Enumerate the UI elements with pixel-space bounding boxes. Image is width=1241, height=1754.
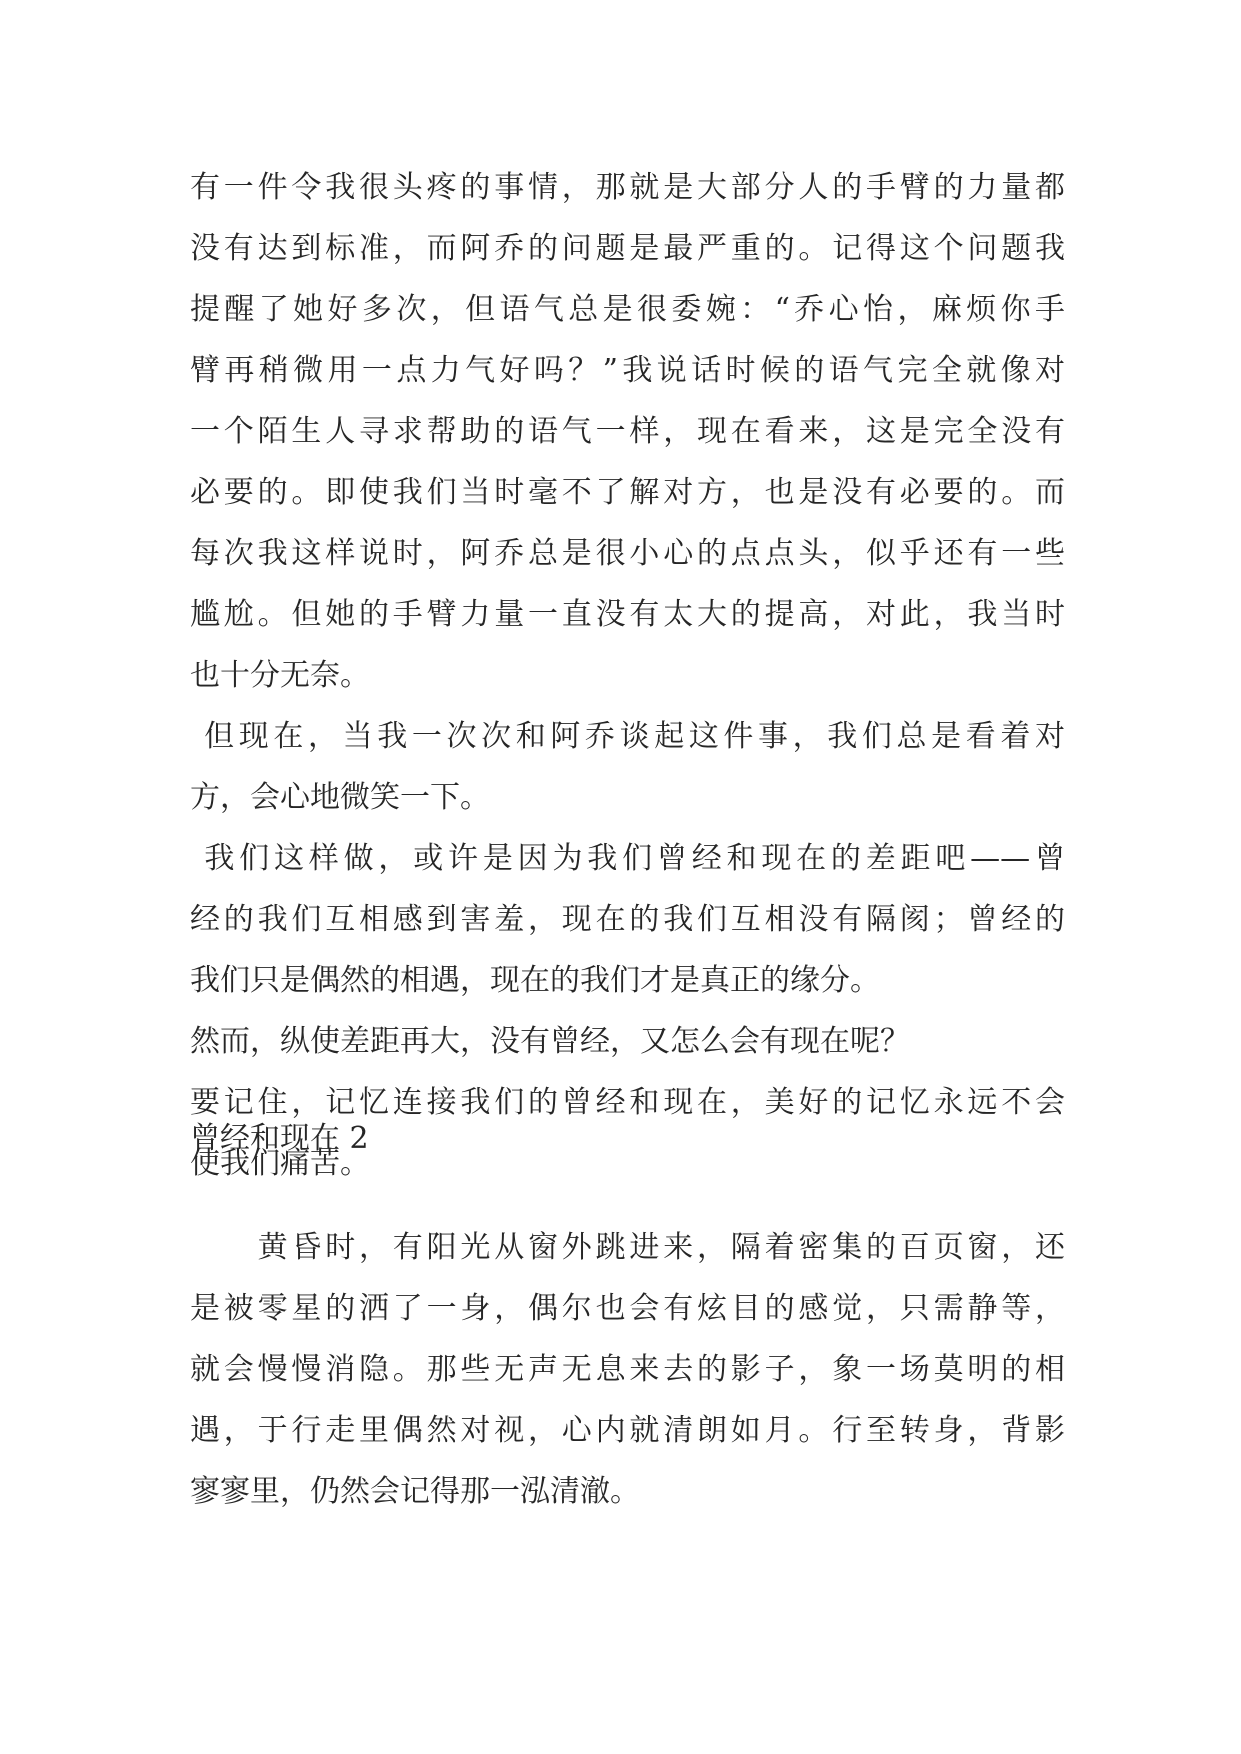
text-line: 有一件令我很头疼的事情，那就是大部分人的手臂的力量都 [190, 170, 1065, 205]
text-line: 我们只是偶然的相遇，现在的我们才是真正的缘分。 [190, 963, 880, 998]
text-line: 尴尬。但她的手臂力量一直没有太大的提高，对此，我当时 [190, 597, 1065, 632]
text-line: 没有达到标准，而阿乔的问题是最严重的。记得这个问题我 [190, 231, 1065, 266]
text-line: 遇，于行走里偶然对视，心内就清朗如月。行至转身，背影 [190, 1413, 1065, 1448]
text-line: 但现在，当我一次次和阿乔谈起这件事，我们总是看着对 [190, 719, 1065, 754]
text-line: 是被零星的洒了一身，偶尔也会有炫目的感觉，只需静等， [190, 1291, 1065, 1326]
text-line: 每次我这样说时，阿乔总是很小心的点点头，似乎还有一些 [190, 536, 1065, 571]
text-line: 必要的。即使我们当时毫不了解对方，也是没有必要的。而 [190, 475, 1065, 510]
text-line: 要记住，记忆连接我们的曾经和现在，美好的记忆永远不会 [190, 1085, 1065, 1120]
essay-section-1 [190, 157, 1065, 1194]
text-line: 使我们痛苦。 [190, 1146, 370, 1181]
text-line: 就会慢慢消隐。那些无声无息来去的影子，象一场莫明的相 [190, 1352, 1065, 1387]
text-line: 寥寥里，仍然会记得那一泓清澈。 [190, 1474, 640, 1509]
text-line: 提醒了她好多次，但语气总是很委婉：“乔心怡，麻烦你手 [190, 292, 1065, 327]
text-line: 方，会心地微笑一下。 [190, 780, 490, 815]
text-line: 也十分无奈。 [190, 658, 370, 693]
text-line: 臂再稍微用一点力气好吗？”我说话时候的语气完全就像对 [190, 353, 1065, 388]
text-line: 经的我们互相感到害羞，现在的我们互相没有隔阂；曾经的 [190, 902, 1065, 937]
text-line: 黄昏时，有阳光从窗外跳进来，隔着密集的百页窗，还 [190, 1230, 1065, 1265]
text-line: 然而，纵使差距再大，没有曾经，又怎么会有现在呢？ [190, 1024, 910, 1059]
text-line: 我们这样做，或许是因为我们曾经和现在的差距吧——曾 [190, 841, 1065, 876]
section-heading: 曾经和现在 2 [190, 1121, 369, 1156]
essay-section-2 [190, 1217, 1065, 1522]
text-line: 一个陌生人寻求帮助的语气一样，现在看来，这是完全没有 [190, 414, 1065, 449]
